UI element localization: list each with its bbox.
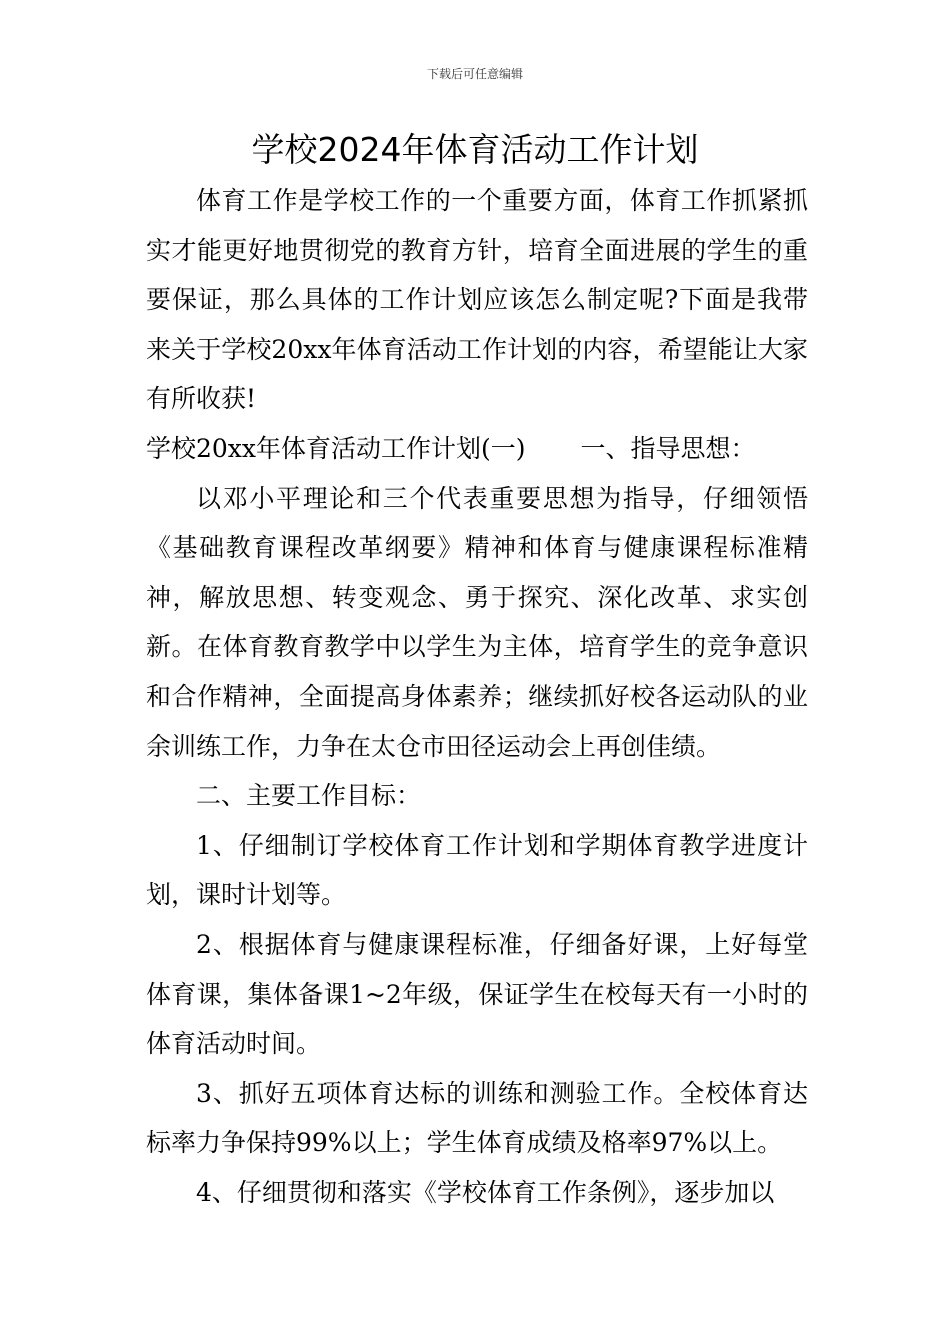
document-body xyxy=(146,176,808,1217)
goal-item-3: 3、抓好五项体育达标的训练和测验工作。全校体育达标率力争保持99%以上；学生体育成绩及格率97%以上。 xyxy=(146,1078,808,1158)
goal-item-4: 4、仔细贯彻和落实《学校体育工作条例》，逐步加以 xyxy=(196,1177,775,1207)
intro-paragraph: 体育工作是学校工作的一个重要方面，体育工作抓紧抓实才能更好地贯彻党的教育方针，培育全面进展的学生的重要保证，那么具体的工作计划应该怎么制定呢?下面是我带来关于学校20xx年体育活动工作计划的内容，希望能让大家有所收获! xyxy=(146,186,808,414)
document-title: 学校2024年体育活动工作计划 xyxy=(251,130,699,169)
goal-item-1: 1、仔细制订学校体育工作计划和学期体育教学进度计划，课时计划等。 xyxy=(146,830,808,910)
header-note: 下载后可任意编辑 xyxy=(426,67,523,81)
section-heading-right: 一、指导思想： xyxy=(580,433,756,463)
guiding-paragraph: 以邓小平理论和三个代表重要思想为指导，仔细领悟《基础教育课程改革纲要》精神和体育与健康课程标准精神，解放思想、转变观念、勇于探究、深化改革、求实创新。在体育教育教学中以学生为主体，培育学生的竞争意识和合作精神，全面提高身体素养；继续抓好校各运动队的业余训练工作，力争在太仓市田径运动会上再创佳绩。 xyxy=(146,483,808,761)
goal-item-2: 2、根据体育与健康课程标准，仔细备好课，上好每堂体育课，集体备课1~2年级，保证学生在校每天有一小时的体育活动时间。 xyxy=(146,929,808,1059)
section-heading-line xyxy=(146,424,808,474)
section-heading-left: 学校20xx年体育活动工作计划(一) xyxy=(146,433,526,463)
goals-heading: 二、主要工作目标： xyxy=(196,781,422,811)
